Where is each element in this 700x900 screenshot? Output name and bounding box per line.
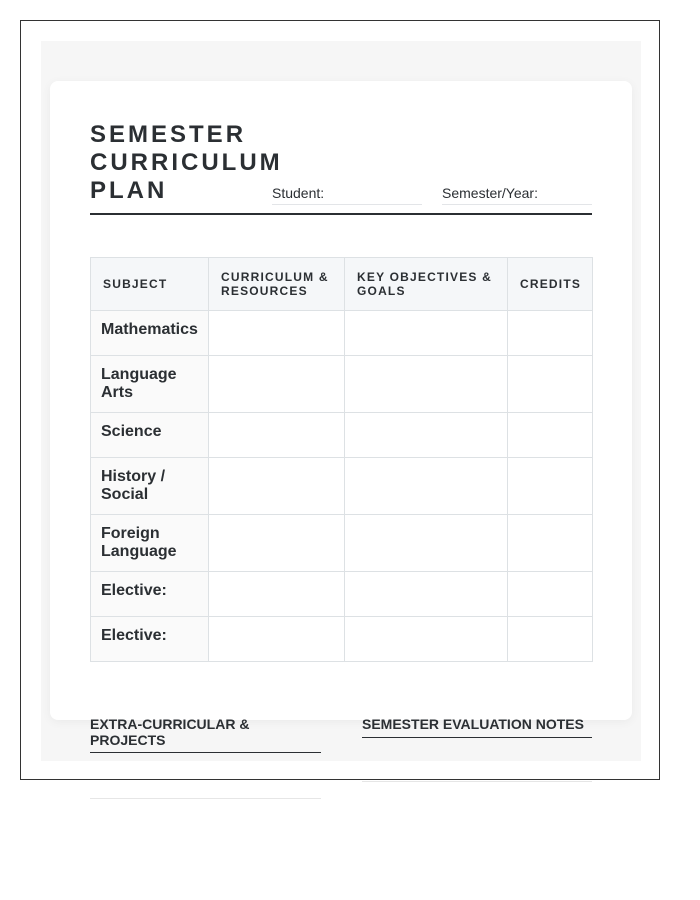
curriculum-cell[interactable] bbox=[209, 413, 345, 458]
credits-cell[interactable] bbox=[508, 458, 593, 515]
objectives-cell[interactable] bbox=[345, 356, 508, 413]
table-row bbox=[91, 413, 593, 458]
semester-year-field[interactable] bbox=[442, 185, 592, 205]
evaluation-notes-heading: SEMESTER EVALUATION NOTES bbox=[362, 716, 592, 738]
table-row bbox=[91, 458, 593, 515]
credits-cell[interactable] bbox=[508, 617, 593, 662]
table-row bbox=[91, 572, 593, 617]
title-line-1: SEMESTER bbox=[90, 121, 247, 148]
curriculum-cell[interactable] bbox=[209, 311, 345, 356]
objectives-cell[interactable] bbox=[345, 572, 508, 617]
subject-cell: Language Arts bbox=[91, 356, 209, 413]
credits-cell[interactable] bbox=[508, 413, 593, 458]
header-credits: CREDITS bbox=[508, 258, 593, 311]
title-line-2: CURRICULUM bbox=[90, 149, 283, 176]
table-row bbox=[91, 617, 593, 662]
header-subject: SUBJECT bbox=[91, 258, 209, 311]
title-line-3: PLAN bbox=[90, 177, 168, 204]
table-row bbox=[91, 311, 593, 356]
table-row bbox=[91, 515, 593, 572]
table-row bbox=[91, 356, 593, 413]
header-curriculum: CURRICULUM & RESOURCES bbox=[209, 258, 345, 311]
extra-curricular-line bbox=[90, 798, 321, 799]
table-header-row bbox=[91, 258, 593, 311]
curriculum-table bbox=[90, 257, 593, 662]
subject-cell: Science bbox=[91, 413, 209, 458]
credits-cell[interactable] bbox=[508, 311, 593, 356]
curriculum-cell[interactable] bbox=[209, 356, 345, 413]
curriculum-cell[interactable] bbox=[209, 572, 345, 617]
objectives-cell[interactable] bbox=[345, 311, 508, 356]
objectives-cell[interactable] bbox=[345, 458, 508, 515]
student-label: Student: bbox=[272, 185, 325, 201]
credits-cell[interactable] bbox=[508, 356, 593, 413]
extra-curricular-heading: EXTRA-CURRICULAR & PROJECTS bbox=[90, 716, 321, 753]
credits-cell[interactable] bbox=[508, 515, 593, 572]
semester-year-label: Semester/Year: bbox=[442, 185, 538, 201]
objectives-cell[interactable] bbox=[345, 515, 508, 572]
objectives-cell[interactable] bbox=[345, 413, 508, 458]
subject-cell: History / Social bbox=[91, 458, 209, 515]
header-objectives: KEY OBJECTIVES & GOALS bbox=[345, 258, 508, 311]
subject-cell: Elective: bbox=[91, 572, 209, 617]
credits-cell[interactable] bbox=[508, 572, 593, 617]
curriculum-cell[interactable] bbox=[209, 515, 345, 572]
title-divider bbox=[90, 213, 592, 215]
evaluation-notes-line bbox=[362, 781, 592, 782]
student-field[interactable] bbox=[272, 185, 422, 205]
curriculum-cell[interactable] bbox=[209, 458, 345, 515]
curriculum-cell[interactable] bbox=[209, 617, 345, 662]
subject-cell: Elective: bbox=[91, 617, 209, 662]
page-title bbox=[90, 121, 283, 205]
subject-cell: Foreign Language bbox=[91, 515, 209, 572]
objectives-cell[interactable] bbox=[345, 617, 508, 662]
subject-cell: Mathematics bbox=[91, 311, 209, 356]
